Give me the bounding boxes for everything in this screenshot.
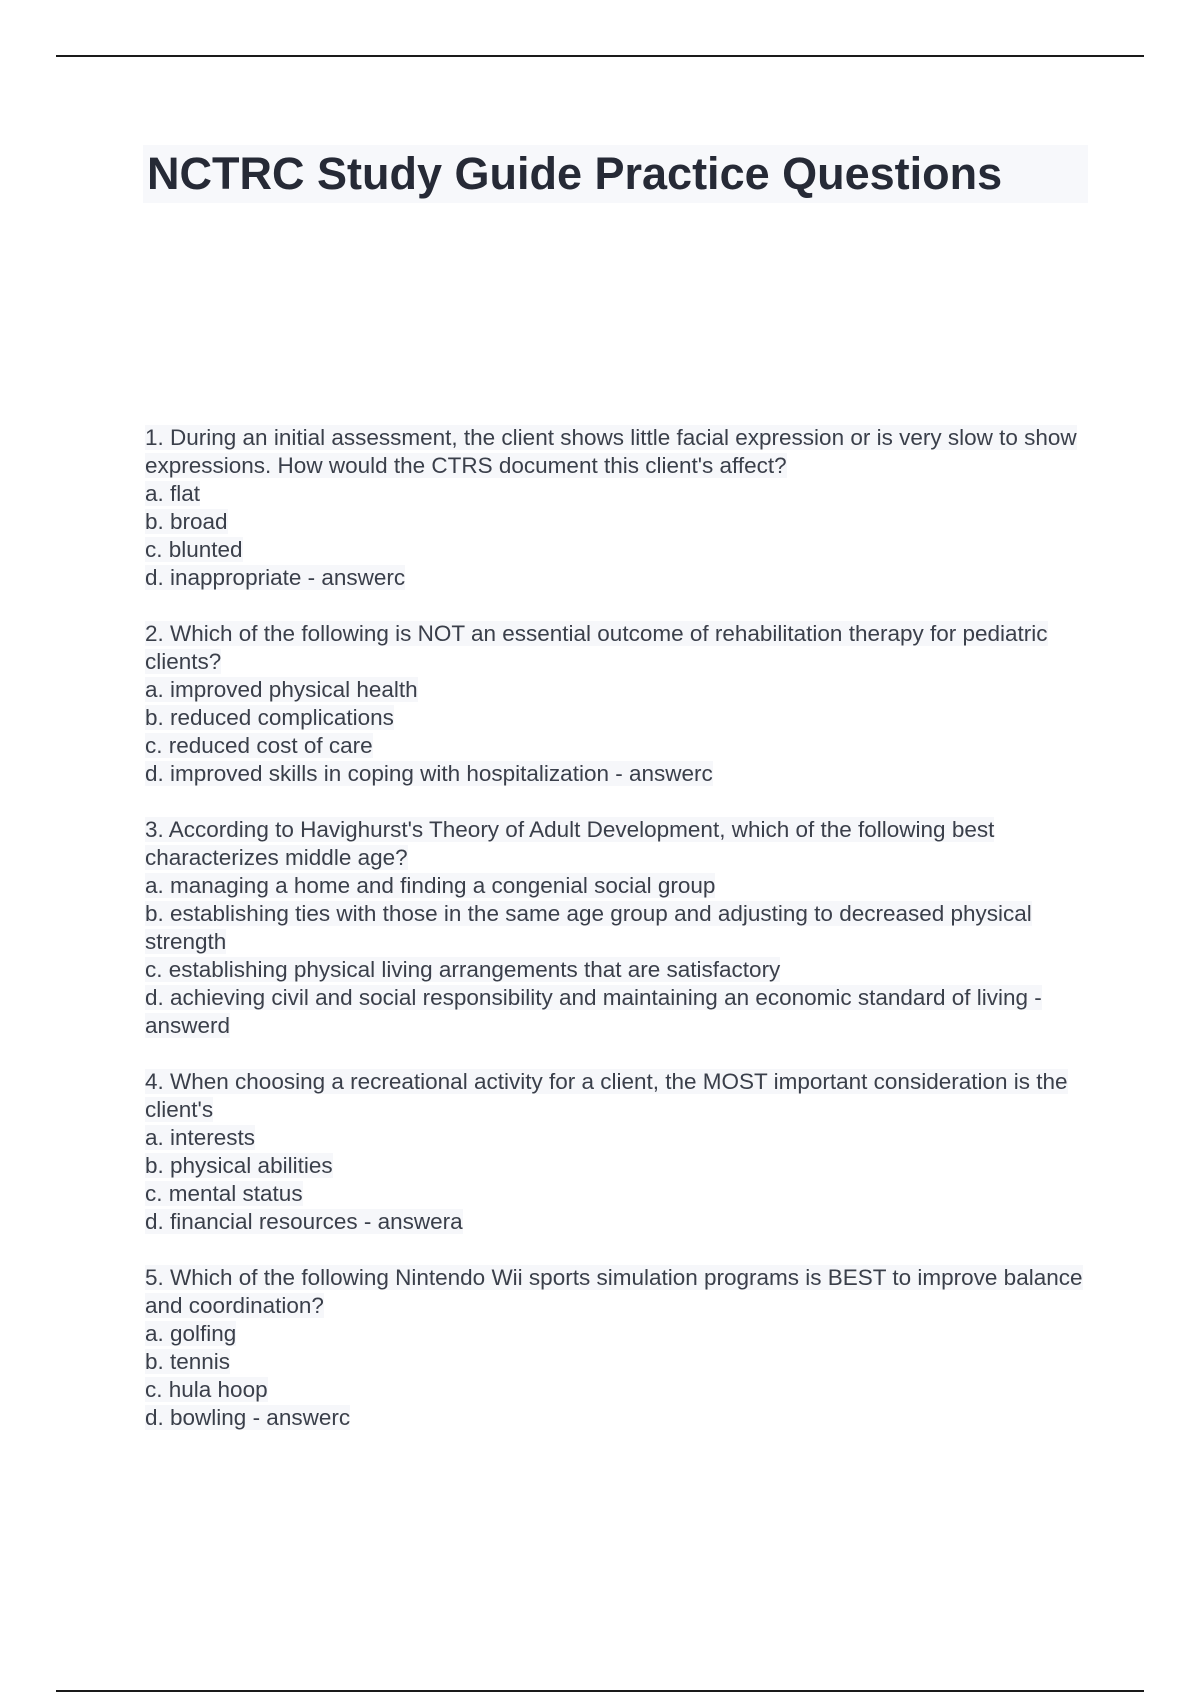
question-stem: 3. According to Havighurst's Theory of Adult Development, which of the following best characterizes middle age? (145, 817, 995, 870)
answer-option: c. hula hoop (145, 1377, 268, 1402)
question-stem: 2. Which of the following is NOT an essential outcome of rehabilitation therapy for pediatric clients? (145, 621, 1048, 674)
title-block (143, 145, 1088, 203)
answer-option: c. blunted (145, 537, 243, 562)
question-stem: 5. Which of the following Nintendo Wii sports simulation programs is BEST to improve balance and coordination? (145, 1265, 1083, 1318)
footer-rule (56, 1690, 1144, 1692)
answer-option: d. inappropriate - answerc (145, 565, 406, 590)
answer-option: c. mental status (145, 1181, 303, 1206)
answer-option: a. improved physical health (145, 677, 418, 702)
answer-option: b. tennis (145, 1349, 231, 1374)
answer-option: b. establishing ties with those in the same age group and adjusting to decreased physical strength (145, 901, 1032, 954)
answer-option: d. bowling - answerc (145, 1405, 351, 1430)
answer-option: c. establishing physical living arrangements that are satisfactory (145, 957, 781, 982)
question-stem: 4. When choosing a recreational activity for a client, the MOST important consideration is the client's (145, 1069, 1068, 1122)
question-list (145, 424, 1090, 1460)
question-5 (145, 1264, 1090, 1432)
answer-option: d. improved skills in coping with hospitalization - answerc (145, 761, 713, 786)
answer-option: b. reduced complications (145, 705, 394, 730)
document-title: NCTRC Study Guide Practice Questions (147, 148, 1003, 199)
question-stem: 1. During an initial assessment, the client shows little facial expression or is very slow to show expressions. How would the CTRS document this client's affect? (145, 425, 1077, 478)
answer-option: d. financial resources - answera (145, 1209, 463, 1234)
answer-option: b. broad (145, 509, 228, 534)
question-1 (145, 424, 1090, 592)
answer-option: a. managing a home and finding a congenial social group (145, 873, 716, 898)
question-2 (145, 620, 1090, 788)
question-4 (145, 1068, 1090, 1236)
answer-option: b. physical abilities (145, 1153, 333, 1178)
header-rule (56, 55, 1144, 57)
answer-option: a. interests (145, 1125, 256, 1150)
answer-option: a. golfing (145, 1321, 237, 1346)
question-3 (145, 816, 1090, 1040)
answer-option: a. flat (145, 481, 201, 506)
answer-option: c. reduced cost of care (145, 733, 373, 758)
answer-option: d. achieving civil and social responsibility and maintaining an economic standard of living - answerd (145, 985, 1042, 1038)
